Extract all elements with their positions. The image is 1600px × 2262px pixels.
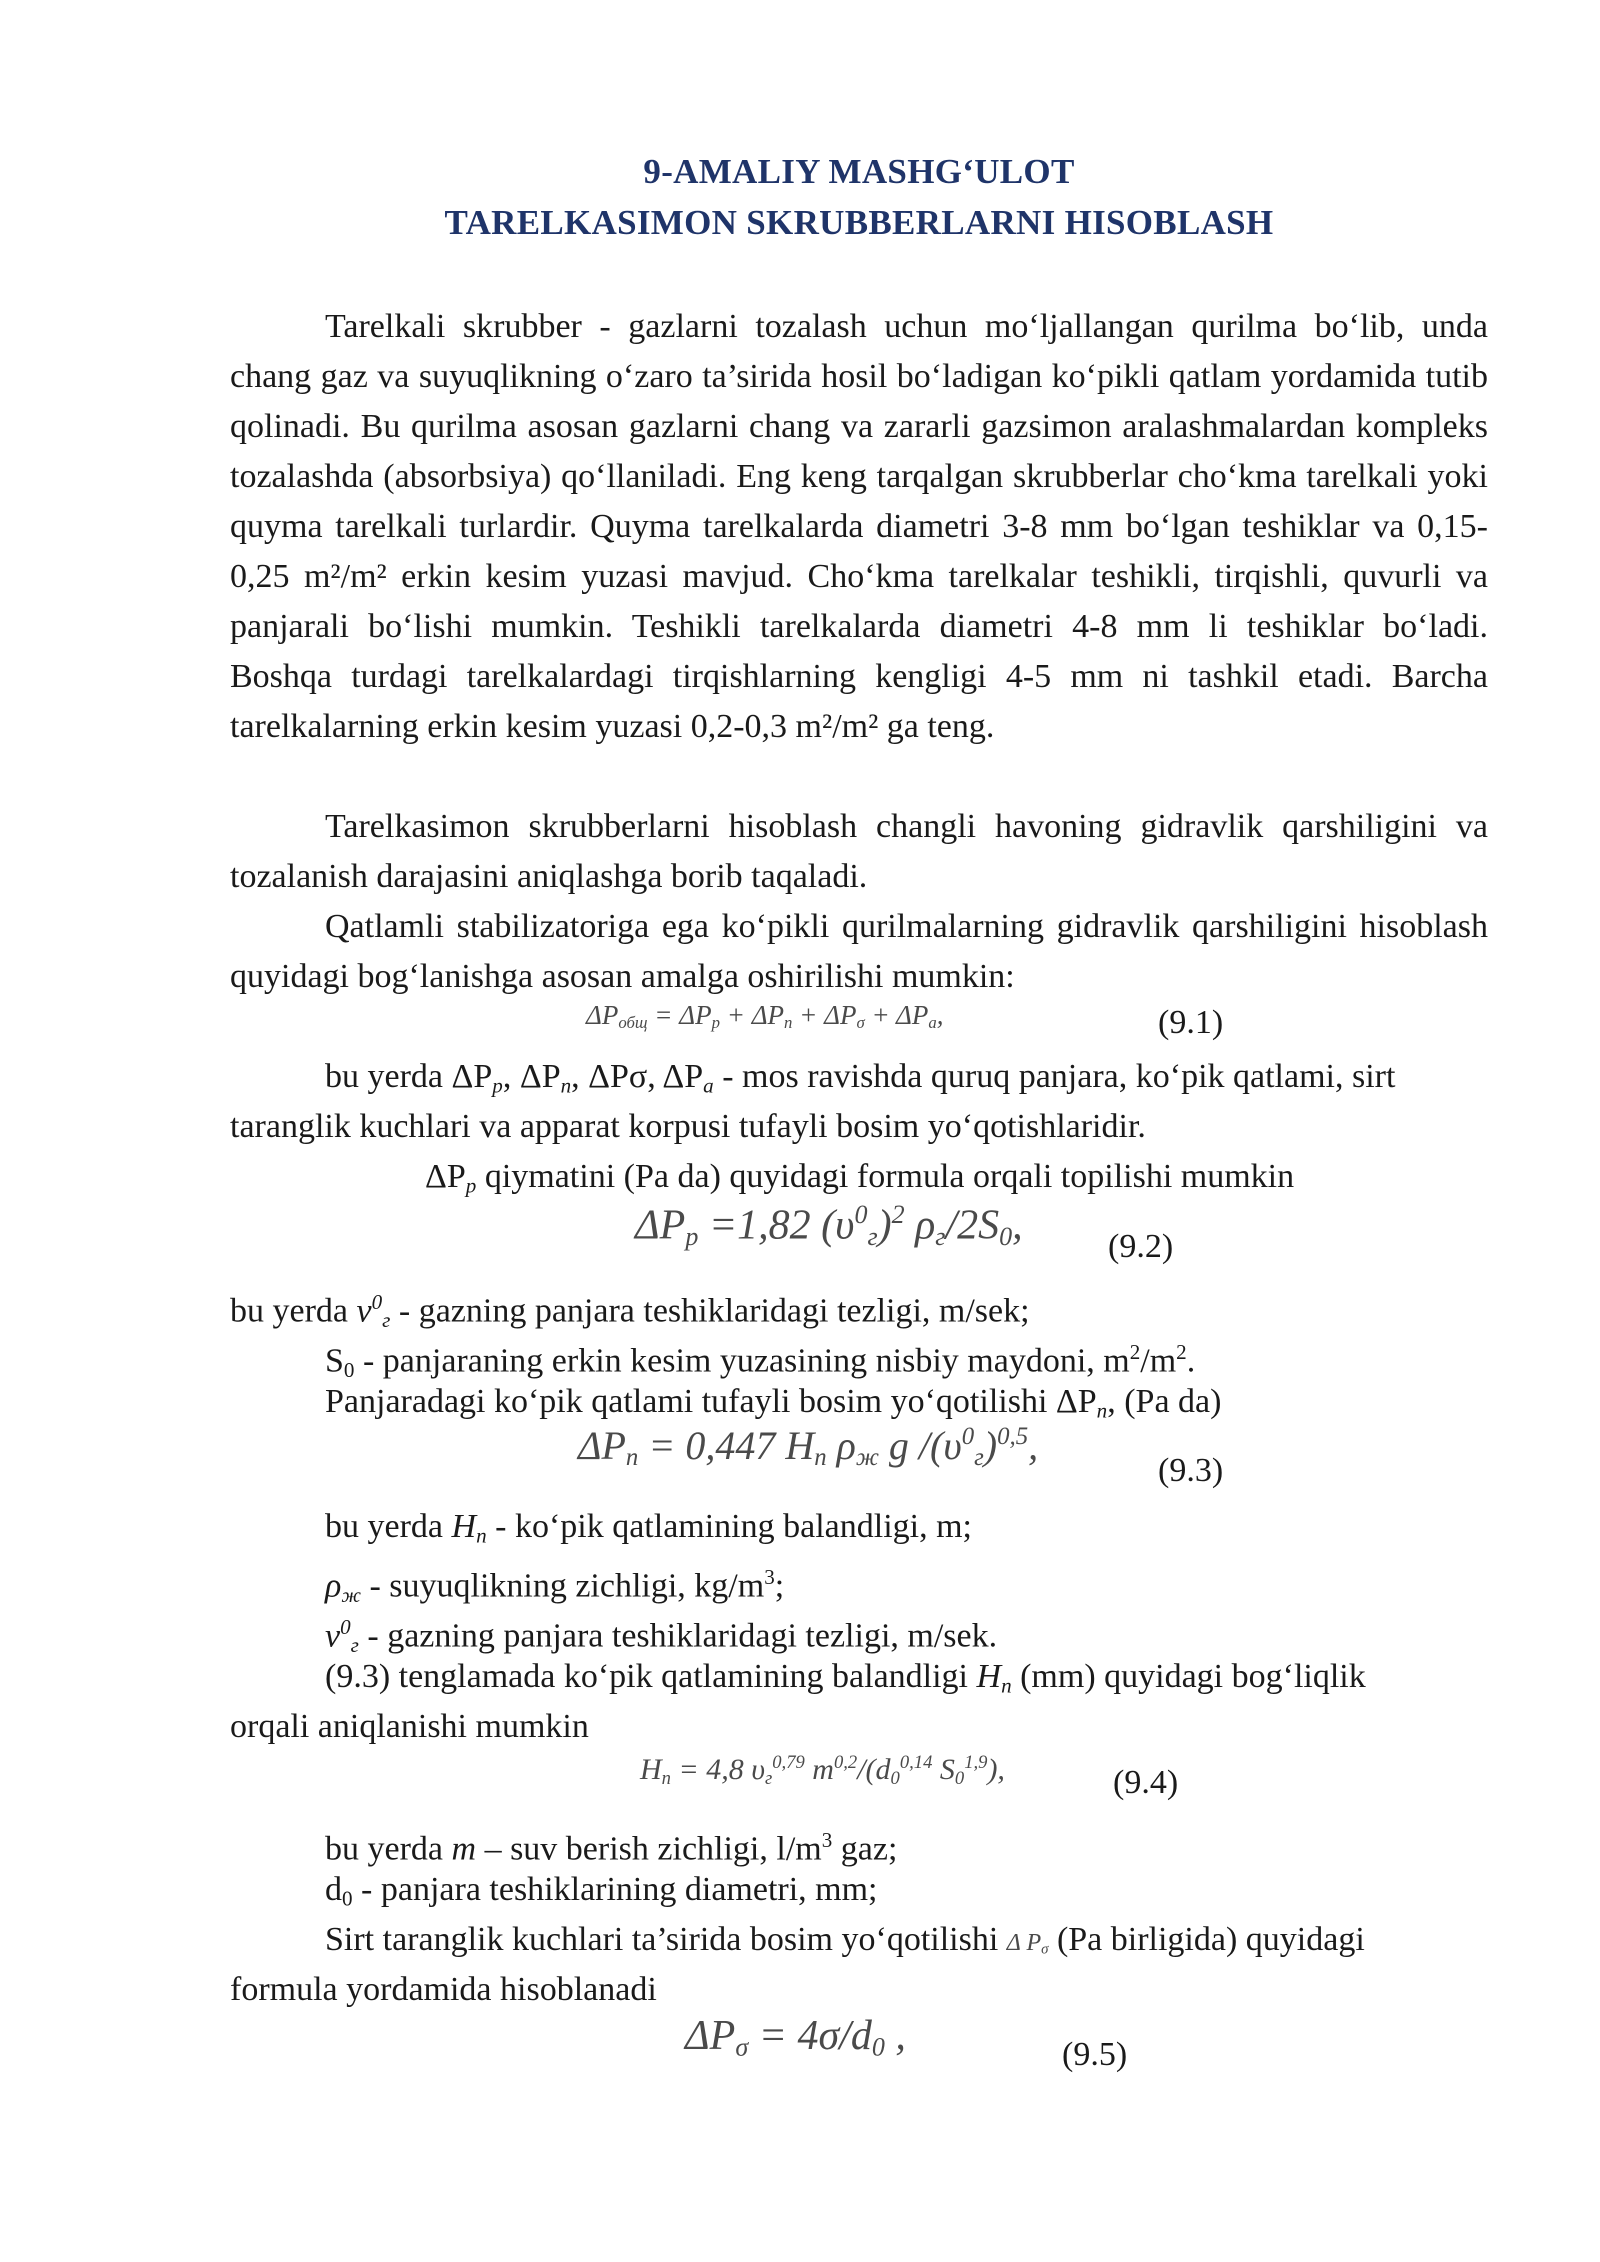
- definition-gas-velocity-2: $v^0_г$ - gazning panjara teshiklaridagi tezligi, m/sek.: [325, 1615, 998, 1657]
- paragraph-calculation-goal: Tarelkasimon skrubberlarni hisoblash changli havoning gidravlik qarshiligini va tozalanish darajasini aniqlashga borib taqaladi.: [230, 808, 1488, 895]
- page-title-line2: TARELKASIMON SKRUBBERLARNI HISOBLASH: [444, 203, 1274, 242]
- equation-9-5: $\Delta P_\sigma = 4\sigma/d_0$ ,: [685, 2013, 906, 2062]
- page-title-line1: 9-AMALIY MASHG‘ULOT: [643, 152, 1075, 191]
- definition-hole-diameter: $d_0$ - panjara teshiklarining diametri, mm;: [325, 1871, 878, 1911]
- paragraph-intro: Tarelkali skrubber - gazlarni tozalash uchun mo‘ljallangan qurilma bo‘lib, unda chang gaz va suyuqlikning o‘zaro ta’sirida hosil bo‘ladigan ko‘pikli qatlam yordamida tutib qolinadi. Bu qurilma asosan gazlarni chang va zararli gazsimon aralashmalardan kompleks tozalashda (absorbsiya) qo‘llaniladi. Eng keng tarqalgan skrubberlar cho‘kma tarelkali yoki quyma tarelkali turlardir. Quyma tarelkalarda diametri 3-8 mm bo‘lgan teshiklar va 0,15-0,25 m²/m² erkin kesim yuzasi mavjud. Cho‘kma tarelkalar teshikli, tirqishli, quvurli va panjarali bo‘lishi mumkin. Teshikli tarelkalarda diametri 4-8 mm li teshiklar bo‘ladi. Boshqa turdagi tarelkalardagi tirqishlarning kengligi 4-5 mm ni tashkil etadi. Barcha tarelkalarning erkin kesim yuzasi 0,2-0,3 m²/m² ga teng.: [230, 308, 1488, 745]
- paragraph-surface-tension-intro: Sirt taranglik kuchlari ta’sirida bosim yo‘qotilishi Δ $P_\sigma$ (Pa birligida) quyidagi: [325, 1921, 1365, 1958]
- paragraph-surface-tension-intro-cont: formula yordamida hisoblanadi: [230, 1971, 657, 2008]
- definition-foam-height: bu yerda $H_n$ - ko‘pik qatlamining balandligi, m;: [325, 1508, 972, 1548]
- equation-9-3: $\Delta P_п = 0,447$ $H_п$ $\rho_ж$ g $/(\upsilon^0_г)^{0,5}$,: [578, 1423, 1039, 1472]
- equation-9-2: $\Delta P_p =1,82$ $(\upsilon^0_г)^2$ $\rho_г/2S_0$,: [635, 1200, 1023, 1252]
- definition-liquid-density: $\rho_ж$ - suyuqlikning zichligi, $kg/m^3$;: [325, 1565, 785, 1607]
- definition-free-area: $S_0$ - panjaraning erkin kesim yuzasining nisbiy maydoni, $m^2/m^2$.: [325, 1340, 1196, 1382]
- equation-number-9-3: (9.3): [1158, 1452, 1224, 1489]
- equation-number-9-4: (9.4): [1113, 1764, 1179, 1801]
- paragraph-foam-height-intro-cont: orqali aniqlanishi mumkin: [230, 1708, 589, 1745]
- paragraph-resistance-intro: Qatlamli stabilizatoriga ega ko‘pikli qurilmalarning gidravlik qarshiligini hisoblash quyidagi bog‘lanishga asosan amalga oshirilishi mumkin:: [230, 908, 1488, 995]
- equation-number-9-2: (9.2): [1108, 1228, 1174, 1265]
- definition-water-density: bu yerda m – suv berish zichligi, $l/m^3$ gaz;: [325, 1828, 898, 1868]
- definition-pressure-losses: bu yerda $\Delta P_p$, $\Delta P_n$, ΔPσ, $\Delta P_a$ - mos ravishda quruq panjara, ko‘pik qatlami, sirt: [325, 1058, 1396, 1098]
- definition-gas-velocity: bu yerda $v^0_г$ - gazning panjara teshiklaridagi tezligi, m/sek;: [230, 1290, 1030, 1332]
- paragraph-foam-height-intro: (9.3) tenglamada ko‘pik qatlamining balandligi $H_n$ (mm) quyidagi bog‘liqlik: [325, 1658, 1366, 1698]
- paragraph-foam-loss-intro: Panjaradagi ko‘pik qatlami tufayli bosim yo‘qotilishi $\Delta P_n$, (Pa da): [325, 1383, 1222, 1423]
- equation-9-4: $H_п = 4,8$ $\upsilon_г^{0,79}$ $m^{0,2}/(d_0^{0,14}$ $S_0^{1,9}$),: [640, 1752, 1005, 1789]
- equation-9-1: $\Delta P_{общ} = \Delta P_p + \Delta P_п + \Delta P_\sigma + \Delta P_а$,: [586, 1000, 944, 1033]
- equation-number-9-5: (9.5): [1062, 2036, 1128, 2073]
- equation-number-9-1: (9.1): [1158, 1004, 1224, 1041]
- definition-pressure-losses-cont: taranglik kuchlari va apparat korpusi tufayli bosim yo‘qotishlaridir.: [230, 1108, 1146, 1145]
- paragraph-dpp-intro: $\Delta P_p$ qiymatini (Pa da) quyidagi formula orqali topilishi mumkin: [425, 1158, 1295, 1198]
